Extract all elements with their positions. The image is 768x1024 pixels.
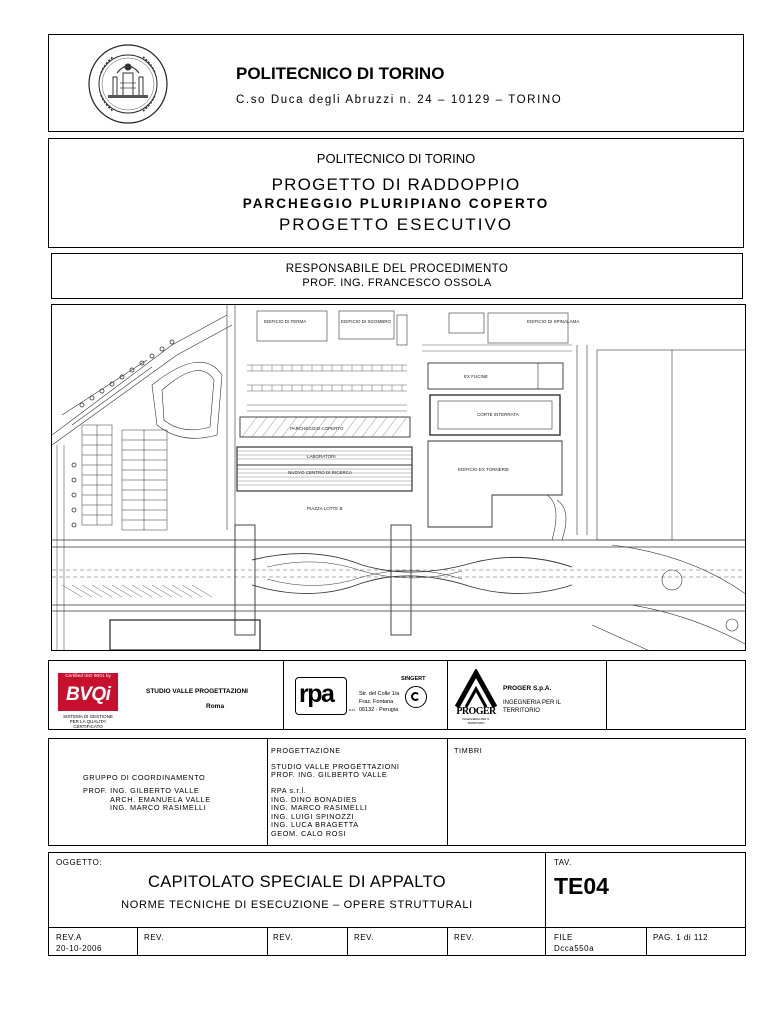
progettazione-line: STUDIO VALLE PROGETTAZIONI xyxy=(271,762,400,771)
progettazione-line: RPA s.r.l. xyxy=(271,786,307,795)
project-title-line3: PROGETTO ESECUTIVO xyxy=(278,215,514,234)
rev-a-date: 20-10-2006 xyxy=(56,944,102,953)
proger-logo xyxy=(455,669,497,723)
rpa-logo-text: rpa xyxy=(299,680,334,708)
singert-cert-icon xyxy=(405,686,427,708)
proger-logo-text: PROGER xyxy=(456,706,496,717)
rev-label: REV. xyxy=(354,933,374,942)
project-title-line2: PARCHEGGIO PLURIPIANO COPERTO xyxy=(242,196,550,211)
gruppo-title: GRUPPO DI COORDINAMENTO xyxy=(83,773,206,782)
gruppo-member-2: ARCH. EMANUELA VALLE xyxy=(110,795,211,804)
rev-label: REV. xyxy=(273,933,293,942)
title-block xyxy=(48,138,744,248)
proger-tagline: INGEGNERIA PER IL TERRITORIO xyxy=(462,717,490,725)
progettazione-label: PROGETTAZIONE xyxy=(271,746,341,755)
proger-name: PROGER S.p.A. xyxy=(503,685,552,692)
gruppo-member-3: ING. MARCO RASIMELLI xyxy=(110,803,207,812)
rpa-logo xyxy=(295,677,347,715)
timbri-label: TIMBRI xyxy=(454,746,483,755)
progettazione-line: ING. LUIGI SPINOZZI xyxy=(271,812,355,821)
cert-bottom-text: SISTEMA DI GESTIONE PER LA QUALITA' CERTIFICATO xyxy=(63,714,113,729)
progettazione-line: ING. LUCA BRAGETTA xyxy=(271,820,359,829)
page-number: PAG. 1 di 112 xyxy=(653,933,709,942)
gruppo-member-1: PROF. ING. GILBERTO VALLE xyxy=(83,786,200,795)
header-box xyxy=(48,34,744,132)
university-address: C.so Duca degli Abruzzi n. 24 – 10129 – TORINO xyxy=(236,94,563,106)
plan-label-edificio-ferma: EDIFICIO DI FERMA xyxy=(264,319,307,324)
rev-a-label: REV.A xyxy=(56,933,82,942)
progettazione-line: PROF. ING. GILBERTO VALLE xyxy=(271,770,388,779)
team-box xyxy=(48,738,746,846)
bvqi-logo-text: BVQi xyxy=(66,684,111,705)
university-name: POLITECNICO DI TORINO xyxy=(236,64,445,83)
proger-desc-2: TERRITORIO xyxy=(503,708,540,714)
oggetto-label: OGGETTO: xyxy=(56,858,103,867)
responsabile-box xyxy=(51,253,743,299)
studio-valle-name: STUDIO VALLE PROGETTAZIONI xyxy=(146,688,248,695)
responsabile-label: RESPONSABILE DEL PROCEDIMENTO xyxy=(285,263,509,275)
plan-label-edificio-spinalama: EDIFICIO DI SPINALAMA xyxy=(527,319,580,324)
rpa-suffix: s.r.l. xyxy=(349,707,357,712)
document-title: CAPITOLATO SPECIALE DI APPALTO xyxy=(147,873,447,891)
oggetto-box xyxy=(48,852,746,956)
logos-row xyxy=(48,660,746,730)
proger-roof-icon xyxy=(455,669,497,709)
plan-label-ex-fucine: EX FUCINE xyxy=(464,374,489,379)
site-plan xyxy=(51,304,746,651)
studio-valle-city: Roma xyxy=(206,703,225,710)
singert-label: SINGERT xyxy=(401,676,426,682)
progettazione-line: GEOM. CALO ROSI xyxy=(271,829,347,838)
document-subtitle: NORME TECNICHE DI ESECUZIONE – OPERE STRUTTURALI xyxy=(121,899,473,911)
tav-label: TAV. xyxy=(554,858,572,867)
file-label: FILE xyxy=(554,933,573,942)
proger-desc-1: INGEGNERIA PER IL xyxy=(503,700,562,706)
politecnico-seal-icon xyxy=(87,43,169,125)
plan-label-nuovo-centro: NUOVO CENTRO DI RICERCA xyxy=(288,470,353,475)
plan-label-piazza: PIAZZA LOTTE B xyxy=(307,506,343,511)
plan-label-parcheggio-coperto: PARCHEGGIO COPERTO xyxy=(290,426,344,431)
project-title-line1: PROGETTO DI RADDOPPIO xyxy=(271,175,521,194)
rpa-address-3: 06132 - Perugia xyxy=(359,707,399,713)
rev-label: REV. xyxy=(454,933,474,942)
rpa-address-2: Fraz. Fontana xyxy=(359,699,394,705)
cert-top-text: Certified ISO 9001 by xyxy=(58,673,118,681)
plan-label-corte-interrata: CORTE INTERRATA xyxy=(477,412,519,417)
rev-label: REV. xyxy=(144,933,164,942)
file-value: Dcca550a xyxy=(554,944,595,953)
progettazione-line: ING. DINO BONADIES xyxy=(271,795,357,804)
site-plan-drawing xyxy=(52,305,746,651)
plan-label-laboratori: LABORATORI xyxy=(307,454,336,459)
plan-label-edificio-sgombro: EDIFICIO DI SGOMBRO xyxy=(341,319,392,324)
tav-value: TE04 xyxy=(554,873,609,899)
institution-name: POLITECNICO DI TORINO xyxy=(316,151,476,166)
progettazione-line: ING. MARCO RASIMELLI xyxy=(271,803,368,812)
plan-label-edificio-torneria: EDIFICIO EX TORNERIE xyxy=(458,467,510,472)
bvqi-cert-logo xyxy=(58,673,118,729)
responsabile-name: PROF. ING. FRANCESCO OSSOLA xyxy=(302,277,492,289)
rpa-address-1: Str. del Colle 1/a xyxy=(359,691,400,697)
